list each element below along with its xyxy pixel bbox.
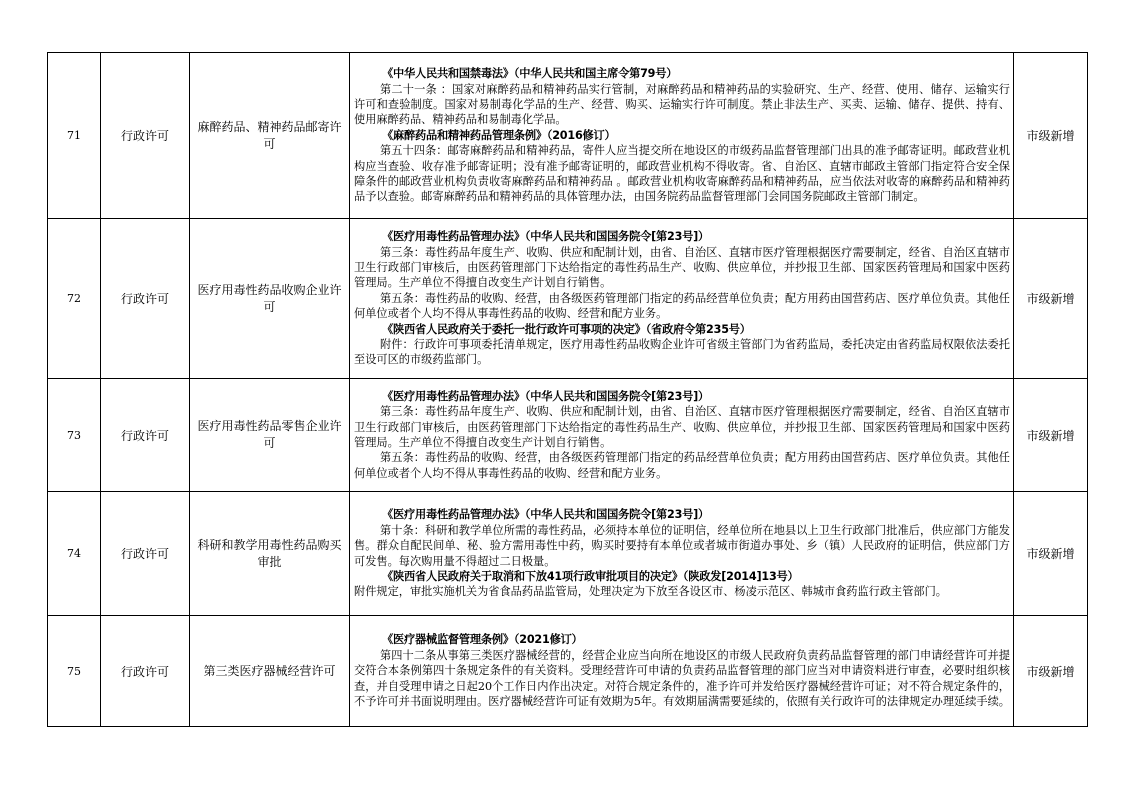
row-note-cell: 市级新增 [1014,219,1088,379]
row-item-cell: 麻醉药品、精神药品邮寄许可 [190,53,350,219]
table-body [48,53,1088,727]
row-note-cell: 市级新增 [1014,616,1088,727]
law-article: 第五条：毒性药品的收购、经营，由各级医药管理部门指定的药品经营单位负责；配方用药由国营药店、医疗单位负责。其他任何单位或者个人均不得从事毒性药品的收购、经营和配方业务。 [354,451,1010,480]
law-article: 第五十四条：邮寄麻醉药品和精神药品，寄件人应当提交所在地设区的市级药品监督管理部门出具的准予邮寄证明。邮政营业机构应当查验、收存准予邮寄证明；没有准予邮寄证明的，邮政营业机构不得收寄。省、自治区、直辖市邮政主管部门指定符合安全保障条件的邮政营业机构负责收寄麻醉药品和精神药品 。邮政营业机构收寄麻醉药品和精神药品，应当依法对收寄的麻醉药品和精神药品予以查验。邮寄麻醉药品和精神药品的具体管理办法，由国务院药品监督管理部门会同国务院邮政主管部门制定。 [354,144,1010,204]
row-note-cell: 市级新增 [1014,379,1088,492]
row-number-cell: 75 [48,616,101,727]
law-article: 第三条：毒性药品年度生产、收购、供应和配制计划，由省、自治区、直辖市医疗管理根据医疗需要制定，经省、自治区直辖市卫生行政部门审核后，由医药管理部门下达给指定的毒性药品生产、收购、供应单位，并抄报卫生部、国家医药管理局和国家中医药管理局。生产单位不得擅自改变生产计划自行销售。 [354,245,1010,290]
row-item-cell: 科研和教学用毒性药品购买审批 [190,492,350,616]
row-item-cell: 医疗用毒性药品零售企业许可 [190,379,350,492]
row-type-cell: 行政许可 [101,379,190,492]
row-number-cell: 74 [48,492,101,616]
law-title: 《陕西省人民政府关于委托一批行政许可事项的决定》（省政府令第235号） [382,322,751,336]
row-number-cell: 71 [48,53,101,219]
row-note-cell: 市级新增 [1014,492,1088,616]
row-legal-basis-cell [350,616,1014,727]
table-row [48,492,1088,616]
row-number-cell: 72 [48,219,101,379]
law-article: 第十条：科研和教学单位所需的毒性药品，必须持本单位的证明信，经单位所在地县以上卫生行政部门批准后，供应部门方能发售。群众自配民间单、秘、验方需用毒性中药，购买时要持有本单位或者城市街道办事处、乡（镇）人民政府的证明信，供应部门方可发售。每次购用量不得超过二日极量。 [354,523,1010,568]
row-legal-basis-cell [350,53,1014,219]
row-number-cell: 73 [48,379,101,492]
law-title: 《陕西省人民政府关于取消和下放41项行政审批项目的决定》（陕政发[2014]13号） [382,569,799,583]
row-type-cell: 行政许可 [101,492,190,616]
row-legal-basis-cell [350,379,1014,492]
law-article: 附件规定，审批实施机关为省食品药品监管局，处理决定为下放至各设区市、杨凌示范区、韩城市食药监行政主管部门。 [354,585,947,599]
table-row [48,53,1088,219]
law-article: 第五条：毒性药品的收购、经营，由各级医药管理部门指定的药品经营单位负责；配方用药由国营药店、医疗单位负责。其他任何单位或者个人均不得从事毒性药品的收购、经营和配方业务。 [354,291,1010,321]
row-legal-basis-cell [350,492,1014,616]
law-title: 《中华人民共和国禁毒法》（中华人民共和国主席令第79号） [382,67,678,81]
law-article: 第二十一条 ：国家对麻醉药品和精神药品实行管制，对麻醉药品和精神药品的实验研究、生产、经营、使用、储存、运输实行许可和查验制度。国家对易制毒化学品的生产、经营、购买、运输实行许可制度。禁止非法生产、买卖、运输、储存、提供、持有、使用麻醉药品、精神药品和易制毒化学品。 [354,82,1010,127]
table-row [48,219,1088,379]
table-row [48,379,1088,492]
row-note-cell: 市级新增 [1014,53,1088,219]
row-type-cell: 行政许可 [101,53,190,219]
law-title: 《医疗器械监督管理条例》（2021修订） [382,633,583,647]
law-title: 《医疗用毒性药品管理办法》（中华人民共和国国务院令[第23号]） [382,389,710,403]
law-title: 《麻醉药品和精神药品管理条例》（2016修订） [382,128,616,142]
law-article: 附件：行政许可事项委托清单规定，医疗用毒性药品收购企业许可省级主管部门为省药监局，委托决定由省药监局权限依法委托至设可区的市级药监部门。 [354,338,1010,367]
law-title: 《医疗用毒性药品管理办法》（中华人民共和国国务院令[第23号]） [382,230,710,244]
law-article: 第四十二条从事第三类医疗器械经营的，经营企业应当向所在地设区的市级人民政府负责药品监督管理的部门申请经营许可并提交符合本条例第四十条规定条件的有关资料。受理经营许可申请的负责药品监督管理的部门应当对申请资料进行审查，必要时组织核查，并自受理申请之日起20个工作日内作出决定。对符合规定条件的，准予许可并发给医疗器械经营许可证；对不符合规定条件的，不予许可并书面说明理由。医疗器械经营许可证有效期为5年。有效期届满需要延续的，依照有关行政许可的法律规定办理延续手续。 [354,648,1010,709]
law-article: 第三条：毒性药品年度生产、收购、供应和配制计划，由省、自治区、直辖市医疗管理根据医疗需要制定，经省、自治区直辖市卫生行政部门审核后，由医药管理部门下达给指定的毒性药品生产、收购、供应单位，并抄报卫生部、国家医药管理局和国家中医药管理局。生产单位不得擅自改变生产计划自行销售。 [354,405,1010,449]
table-row [48,616,1088,727]
row-legal-basis-cell [350,219,1014,379]
row-type-cell: 行政许可 [101,219,190,379]
law-title: 《医疗用毒性药品管理办法》（中华人民共和国国务院令[第23号]） [382,508,710,522]
license-table [47,52,1088,727]
row-item-cell: 医疗用毒性药品收购企业许可 [190,219,350,379]
row-type-cell: 行政许可 [101,616,190,727]
row-item-cell: 第三类医疗器械经营许可 [190,616,350,727]
